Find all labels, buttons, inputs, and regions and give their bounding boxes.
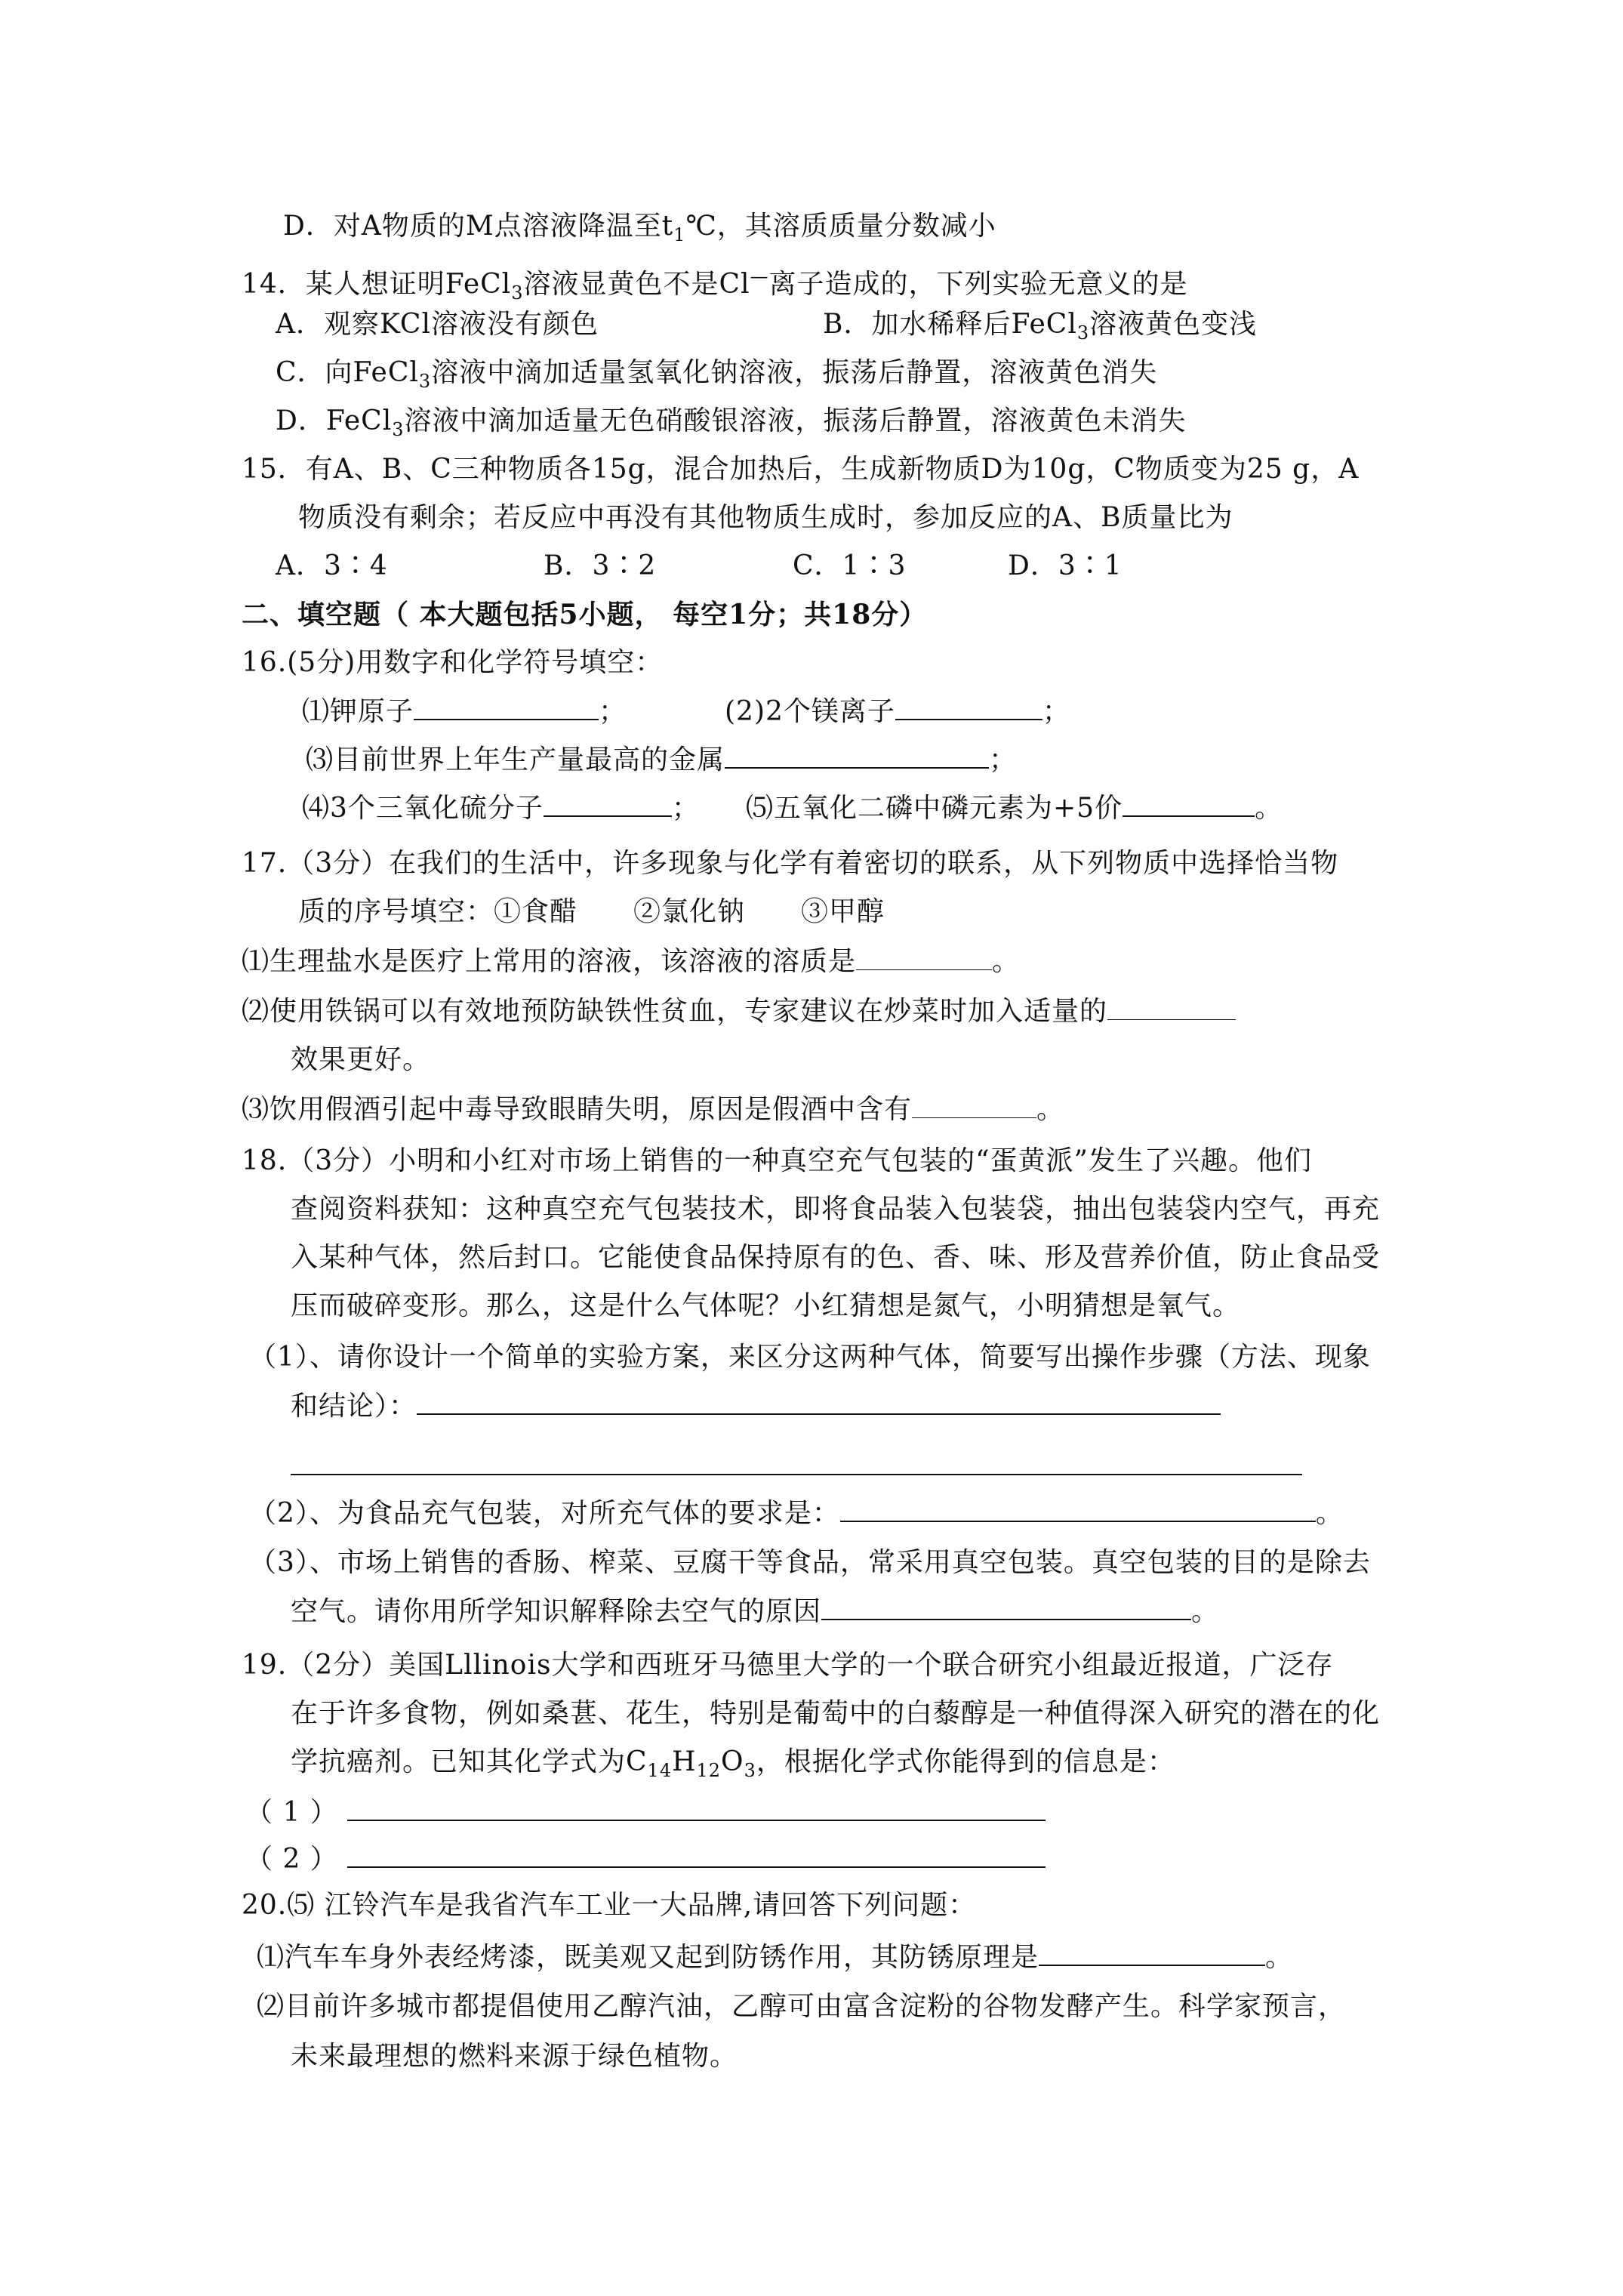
- q18-line4: 压而破碎变形。那么，这是什么气体呢？小红猜想是氮气，小明猜想是氧气。: [291, 1290, 1241, 1321]
- q16-part1: [302, 693, 627, 730]
- q18-line3: 入某种气体，然后封口。它能使食品保持原有的色、香、味、形及营养价值，防止食品受: [291, 1242, 1381, 1273]
- q13-d-text: D．对A物质的M点溶液降温至: [283, 211, 662, 242]
- q19-formula-h: H: [672, 1746, 697, 1777]
- q14-option-c: [276, 355, 1157, 399]
- q20-stem: 20.⑸ 江铃汽车是我省汽车工业一大品牌,请回答下列问题：: [242, 1890, 977, 1921]
- q18-p1-blank[interactable]: [417, 1388, 1221, 1415]
- q17-p1-label: ⑴生理盐水是医疗上常用的溶液，该溶液的溶质是: [242, 946, 857, 977]
- q18-part1-cont: [291, 1388, 1221, 1425]
- q20-p1-end: 。: [1265, 1942, 1294, 1973]
- q17-p2-label: ⑵使用铁锅可以有效地预防缺铁性贫血，专家建议在炒菜时加入适量的: [242, 996, 1108, 1027]
- q16-p2-blank[interactable]: [895, 693, 1042, 720]
- q13-d-t: t: [661, 211, 674, 242]
- q14-stem-sub: 3: [511, 282, 524, 304]
- q18-p1-blank-line2[interactable]: [291, 1474, 1302, 1475]
- q20-part2: ⑵目前许多城市都提倡使用乙醇汽油，乙醇可由富含淀粉的谷物发酵产生。科学家预言，: [257, 1991, 1347, 2022]
- q13-d-sub: 1: [673, 224, 686, 245]
- q17-p2-blank[interactable]: [1107, 994, 1236, 1020]
- q20-part1: [257, 1939, 1293, 1976]
- q16-p5-label: ⑸五氧化二磷中磷元素为+5价: [746, 793, 1123, 824]
- q19-line2: 在于许多食物，例如桑葚、花生，特别是葡萄中的白藜醇是一种值得深入研究的潜在的化: [291, 1698, 1381, 1729]
- q14-stem-a: 14．某人想证明FeCl: [242, 269, 512, 300]
- q15-option-c: C．1∶3: [793, 550, 907, 581]
- q19-formula-h-sub: 12: [696, 1760, 722, 1781]
- q17-part3: [242, 1092, 1064, 1128]
- q14-c-a: C．向FeCl: [276, 357, 419, 388]
- q18-p2-label: （2）、为食品充气包装，对所充气体的要求是：: [249, 1498, 840, 1529]
- q16-p5-end: 。: [1255, 793, 1283, 824]
- q16-p2-end: ；: [1042, 696, 1070, 727]
- q18-line2: 查阅资料获知：这种真空充气包装技术，即将食品装入包装袋，抽出包装袋内空气，再充: [291, 1194, 1381, 1225]
- q19-part1: [245, 1794, 1046, 1831]
- q14-stem-c: 离子造成的，下列实验无意义的是: [768, 269, 1188, 300]
- q14-c-sub: 3: [418, 371, 432, 392]
- q16-p4-label: ⑷3个三氧化硫分子: [302, 793, 544, 824]
- q17-line1: 17.（3分）在我们的生活中，许多现象与化学有着密切的联系，从下列物质中选择恰当物: [242, 848, 1339, 879]
- q16-p3-end: ；: [989, 744, 1018, 775]
- q17-part2-cont: 效果更好。: [291, 1044, 431, 1075]
- q16-stem: 16.(5分)用数字和化学符号填空：: [242, 647, 664, 678]
- q19-line1: 19.（2分）美国Lllinois大学和西班牙马德里大学的一个联合研究小组最近报道，广泛存: [242, 1650, 1334, 1681]
- q17-p3-blank[interactable]: [912, 1092, 1036, 1118]
- q18-part3: （3）、市场上销售的香肠、榨菜、豆腐干等食品，常采用真空包装。真空包装的目的是除去: [249, 1547, 1371, 1578]
- q14-option-d: [276, 403, 1187, 448]
- q18-p3-blank[interactable]: [821, 1593, 1191, 1620]
- q16-part5: [746, 790, 1283, 827]
- q20-part2-cont: 未来最理想的燃料来源于绿色植物。: [291, 2041, 738, 2072]
- q14-option-b: [823, 307, 1257, 351]
- q17-p3-end: 。: [1036, 1094, 1065, 1125]
- q19-p1-label: （ 1 ）: [245, 1797, 338, 1828]
- q18-line1: 18.（3分）小明和小红对市场上销售的一种真空充气包装的“蛋黄派”发生了兴趣。他们: [242, 1145, 1312, 1176]
- q16-p1-label: ⑴钾原子: [302, 696, 414, 727]
- q14-d-sub: 3: [392, 419, 405, 440]
- q15-option-a: A．3∶4: [276, 550, 388, 581]
- q17-p3-label: ⑶饮用假酒引起中毒导致眼睛失明，原因是假酒中含有: [242, 1094, 913, 1125]
- q16-p2-label: (2)2个镁离子: [725, 696, 895, 727]
- q16-p4-blank[interactable]: [544, 790, 672, 817]
- q16-p1-end: ；: [599, 696, 627, 727]
- q17-p1-end: 。: [992, 946, 1021, 977]
- q15-line2: 物质没有剩余；若反应中再没有其他物质生成时，参加反应的A、B质量比为: [298, 502, 1233, 533]
- q19-formula-c-sub: 14: [647, 1760, 673, 1781]
- q18-p2-end: 。: [1315, 1498, 1344, 1529]
- q18-p3-cont-label: 空气。请你用所学知识解释除去空气的原因: [291, 1596, 822, 1627]
- q17-part2: [242, 994, 1236, 1030]
- q14-b-a: B．加水稀释后FeCl: [823, 309, 1077, 340]
- q18-part3-cont: [291, 1593, 1219, 1630]
- q17-part1: [242, 944, 1020, 980]
- q14-b-b: 溶液黄色变浅: [1089, 309, 1258, 340]
- section-2-title: 二、填空题（ 本大题包括5小题， 每空1分；共18分）: [242, 599, 928, 630]
- q14-stem-b: 溶液显黄色不是Cl: [523, 269, 750, 300]
- q18-part2: [249, 1495, 1344, 1532]
- q18-p2-blank[interactable]: [840, 1495, 1316, 1522]
- q13-d-tail: ℃，其溶质质量分数减小: [685, 211, 996, 242]
- q17-p1-blank[interactable]: [856, 944, 992, 970]
- q19-p2-label: （ 2 ）: [245, 1844, 338, 1875]
- q16-p4-end: ；: [671, 793, 700, 824]
- q13-option-d: [283, 208, 996, 253]
- q16-part2: [725, 693, 1070, 730]
- q14-d-a: D．FeCl: [276, 405, 393, 436]
- q14-b-sub: 3: [1076, 322, 1090, 344]
- q14-stem: [242, 258, 1188, 311]
- q16-p3-blank[interactable]: [725, 741, 989, 769]
- q17-line2: 质的序号填空：①食醋 ②氯化钠 ③甲醇: [298, 896, 885, 927]
- q15-option-d: D．3∶1: [1008, 550, 1123, 581]
- q19-line3: [291, 1744, 1175, 1789]
- q19-line3-b: ，根据化学式你能得到的信息是：: [756, 1746, 1175, 1777]
- q18-part1: （1）、请你设计一个简单的实验方案，来区分这两种气体，简要写出操作步骤（方法、现象: [249, 1342, 1371, 1373]
- q19-line3-a: 学抗癌剂。已知其化学式为C: [291, 1746, 648, 1777]
- q16-part3: [306, 741, 1017, 778]
- q19-part2: [245, 1841, 1046, 1878]
- q19-p1-blank[interactable]: [347, 1794, 1046, 1821]
- q14-stem-sup: —: [750, 266, 769, 287]
- q19-p2-blank[interactable]: [347, 1841, 1046, 1868]
- q14-d-b: 溶液中滴加适量无色硝酸银溶液，振荡后静置，溶液黄色未消失: [404, 405, 1187, 436]
- q16-p5-blank[interactable]: [1123, 790, 1255, 817]
- q14-option-a: A．观察KCl溶液没有颜色: [276, 309, 599, 340]
- q16-p3-label: ⑶目前世界上年生产量最高的金属: [306, 744, 725, 775]
- q18-p1-cont-label: 和结论）：: [291, 1391, 417, 1422]
- q20-p1-label: ⑴汽车车身外表经烤漆，既美观又起到防锈作用，其防锈原理是: [257, 1942, 1039, 1973]
- q15-line1: 15．有A、B、C三种物质各15g，混合加热后，生成新物质D为10g，C物质变为25 g，A: [242, 454, 1360, 485]
- q19-formula-o: O: [721, 1746, 744, 1777]
- q20-p1-blank[interactable]: [1039, 1939, 1265, 1966]
- q16-p1-blank[interactable]: [414, 693, 599, 720]
- q18-p3-end: 。: [1191, 1596, 1220, 1627]
- q16-part4: [302, 790, 700, 827]
- q15-option-b: B．3∶2: [544, 550, 657, 581]
- q14-c-b: 溶液中滴加适量氢氧化钠溶液，振荡后静置，溶液黄色消失: [431, 357, 1158, 388]
- q19-formula-o-sub: 3: [744, 1760, 756, 1781]
